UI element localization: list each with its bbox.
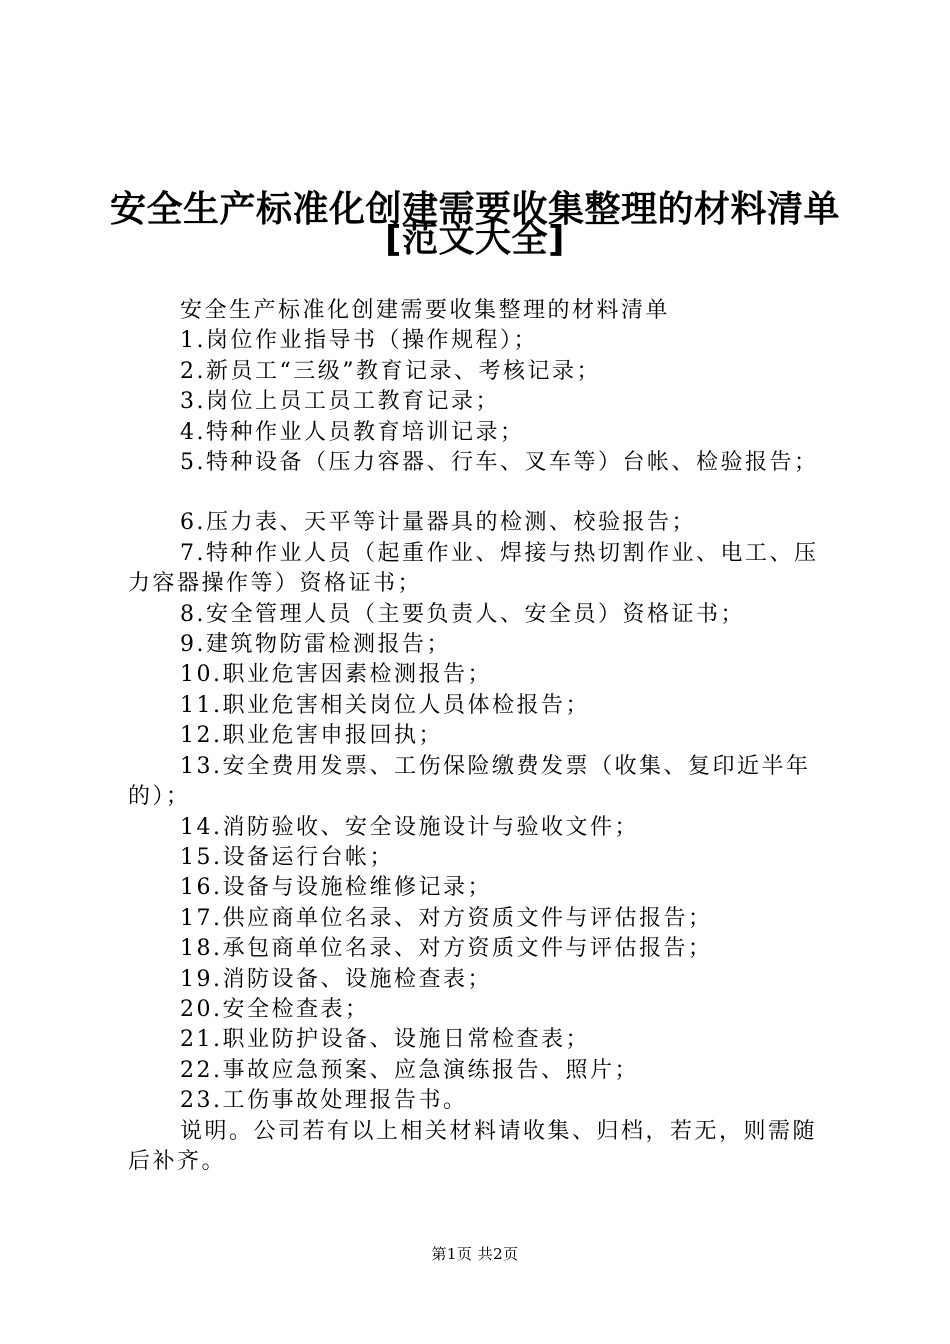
list-item: 17.供应商单位名录、对方资质文件与评估报告； — [180, 905, 713, 931]
document-title-line1: 安全生产标准化创建需要收集整理的材料清单 — [109, 189, 840, 230]
list-item: 19.消防设备、设施检查表； — [180, 966, 492, 992]
list-item: 22.事故应急预案、应急演练报告、照片； — [180, 1057, 639, 1083]
list-item: 3.岗位上员工员工教育记录； — [180, 389, 500, 415]
list-item: 6.压力表、天平等计量器具的检测、校验报告； — [180, 510, 696, 536]
list-item: 15.设备运行台帐； — [180, 844, 394, 870]
list-item: 16.设备与设施检维修记录； — [180, 875, 492, 901]
list-item: 10.职业危害因素检测报告； — [180, 662, 492, 688]
intro-paragraph: 安全生产标准化创建需要收集整理的材料清单 — [180, 298, 671, 323]
list-item: 20.安全检查表； — [180, 996, 370, 1022]
list-item: 13.安全费用发票、工伤保险缴费发票（收集、复印近半年的）； — [128, 753, 811, 810]
note-paragraph: 说明。公司若有以上相关材料请收集、归档，若无，则需随后补齐。 — [128, 1118, 818, 1174]
list-item: 8.安全管理人员（主要负责人、安全员）资格证书； — [180, 601, 745, 627]
list-item: 21.职业防护设备、设施日常检查表； — [180, 1027, 590, 1053]
list-item: 5.特种设备（压力容器、行车、叉车等）台帐、检验报告； — [180, 450, 819, 476]
list-item: 12.职业危害申报回执； — [180, 723, 443, 749]
list-item: 2.新员工“三级”教育记录、考核记录； — [180, 358, 601, 384]
list-item: 23.工伤事故处理报告书。 — [180, 1088, 468, 1114]
list-item: 11.职业危害相关岗位人员体检报告； — [180, 692, 590, 718]
document-body — [128, 296, 840, 1177]
list-item: 14.消防验收、安全设施设计与验收文件； — [180, 814, 639, 840]
list-item: 9.建筑物防雷检测报告； — [180, 632, 451, 658]
list-item: 1.岗位作业指导书（操作规程）； — [180, 328, 538, 354]
list-item: 7.特种作业人员（起重作业、焊接与热切割作业、电工、压力容器操作等）资格证书； — [128, 540, 819, 597]
document-title-line2: [范文大全] — [385, 219, 565, 260]
page-footer: 第1页 共2页 — [431, 1245, 519, 1263]
list-item: 18.承包商单位名录、对方资质文件与评估报告； — [180, 936, 713, 962]
list-item: 4.特种作业人员教育培训记录； — [180, 419, 525, 445]
